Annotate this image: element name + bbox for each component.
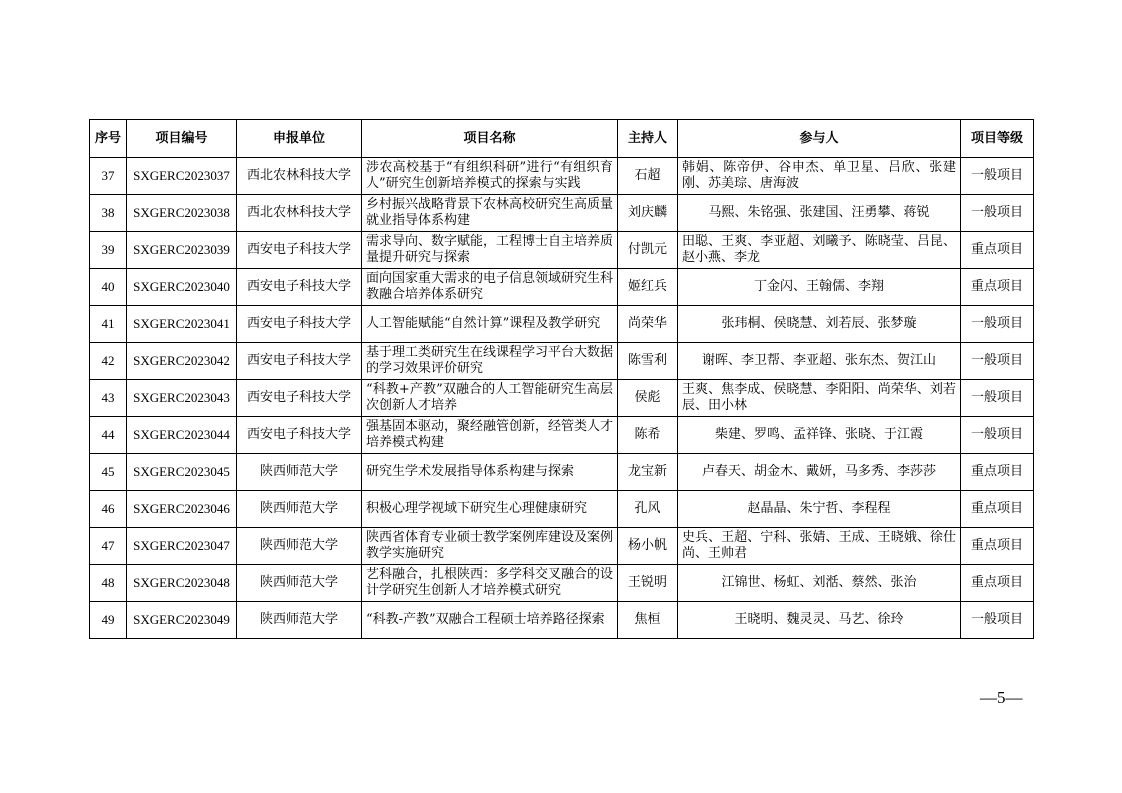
cell-leader: 刘庆麟	[618, 195, 678, 232]
cell-name: 面向国家重大需求的电子信息领域研究生科教融合培养体系研究	[362, 269, 618, 306]
cell-level: 重点项目	[961, 528, 1034, 565]
cell-seq: 41	[90, 306, 127, 343]
cell-code: SXGERC2023040	[127, 269, 237, 306]
cell-name: 乡村振兴战略背景下农林高校研究生高质量就业指导体系构建	[362, 195, 618, 232]
table-row	[90, 454, 1034, 491]
cell-unit: 西安电子科技大学	[237, 380, 362, 417]
cell-name: “科教+产教”双融合的人工智能研究生高层次创新人才培养	[362, 380, 618, 417]
cell-members: 赵晶晶、朱宁哲、李程程	[678, 491, 961, 528]
cell-seq: 42	[90, 343, 127, 380]
cell-code: SXGERC2023037	[127, 158, 237, 195]
cell-members: 王晓明、魏灵灵、马艺、徐玲	[678, 602, 961, 639]
cell-level: 一般项目	[961, 602, 1034, 639]
cell-unit: 西安电子科技大学	[237, 269, 362, 306]
cell-members: 马熙、朱铭强、张建国、汪勇攀、蒋锐	[678, 195, 961, 232]
cell-name: 人工智能赋能“自然计算”课程及教学研究	[362, 306, 618, 343]
table-row	[90, 380, 1034, 417]
cell-leader: 王锐明	[618, 565, 678, 602]
cell-members: 谢晖、李卫帮、李亚超、张东杰、贺江山	[678, 343, 961, 380]
cell-level: 重点项目	[961, 454, 1034, 491]
cell-code: SXGERC2023046	[127, 491, 237, 528]
header-code: 项目编号	[127, 120, 237, 158]
page-number: —5—	[980, 688, 1023, 707]
cell-leader: 杨小帆	[618, 528, 678, 565]
header-members: 参与人	[678, 120, 961, 158]
cell-seq: 48	[90, 565, 127, 602]
cell-level: 重点项目	[961, 232, 1034, 269]
cell-unit: 陕西师范大学	[237, 491, 362, 528]
cell-name: 积极心理学视域下研究生心理健康研究	[362, 491, 618, 528]
cell-name: 需求导向、数字赋能，工程博士自主培养质量提升研究与探索	[362, 232, 618, 269]
cell-level: 重点项目	[961, 565, 1034, 602]
cell-unit: 西北农林科技大学	[237, 195, 362, 232]
cell-level: 一般项目	[961, 417, 1034, 454]
cell-leader: 陈雪利	[618, 343, 678, 380]
cell-code: SXGERC2023043	[127, 380, 237, 417]
project-table-container	[89, 119, 1033, 639]
table-row	[90, 158, 1034, 195]
cell-seq: 37	[90, 158, 127, 195]
cell-leader: 尚荣华	[618, 306, 678, 343]
cell-members: 史兵、王超、宁科、张婧、王成、王晓娥、徐仕尚、王帅君	[678, 528, 961, 565]
cell-level: 一般项目	[961, 158, 1034, 195]
cell-unit: 陕西师范大学	[237, 565, 362, 602]
cell-code: SXGERC2023042	[127, 343, 237, 380]
table-row	[90, 417, 1034, 454]
cell-members: 丁金闪、王翰儒、李翔	[678, 269, 961, 306]
cell-leader: 焦桓	[618, 602, 678, 639]
header-level: 项目等级	[961, 120, 1034, 158]
cell-leader: 付凯元	[618, 232, 678, 269]
cell-name: 基于理工类研究生在线课程学习平台大数据的学习效果评价研究	[362, 343, 618, 380]
cell-unit: 陕西师范大学	[237, 602, 362, 639]
cell-code: SXGERC2023044	[127, 417, 237, 454]
cell-code: SXGERC2023038	[127, 195, 237, 232]
cell-members: 江锦世、杨虹、刘湉、蔡然、张治	[678, 565, 961, 602]
cell-members: 王爽、焦李成、侯晓慧、李阳阳、尚荣华、刘若辰、田小林	[678, 380, 961, 417]
header-name: 项目名称	[362, 120, 618, 158]
table-row	[90, 232, 1034, 269]
cell-members: 卢春天、胡金木、戴妍，马多秀、李莎莎	[678, 454, 961, 491]
cell-leader: 侯彪	[618, 380, 678, 417]
cell-code: SXGERC2023049	[127, 602, 237, 639]
cell-leader: 龙宝新	[618, 454, 678, 491]
table-row	[90, 269, 1034, 306]
cell-leader: 石超	[618, 158, 678, 195]
cell-seq: 39	[90, 232, 127, 269]
cell-members: 田聪、王爽、李亚超、刘曦予、陈晓莹、吕昆、赵小燕、李龙	[678, 232, 961, 269]
cell-members: 韩娟、陈帝伊、谷申杰、单卫星、吕欣、张建刚、苏美琮、唐海波	[678, 158, 961, 195]
cell-unit: 西安电子科技大学	[237, 417, 362, 454]
cell-level: 重点项目	[961, 269, 1034, 306]
project-table	[89, 119, 1034, 639]
cell-leader: 姬红兵	[618, 269, 678, 306]
cell-code: SXGERC2023039	[127, 232, 237, 269]
header-leader: 主持人	[618, 120, 678, 158]
table-header-row	[90, 120, 1034, 158]
cell-leader: 孔风	[618, 491, 678, 528]
cell-unit: 陕西师范大学	[237, 528, 362, 565]
header-unit: 申报单位	[237, 120, 362, 158]
table-row	[90, 491, 1034, 528]
cell-seq: 43	[90, 380, 127, 417]
cell-code: SXGERC2023041	[127, 306, 237, 343]
cell-seq: 46	[90, 491, 127, 528]
cell-members: 张玮桐、侯晓慧、刘若辰、张梦璇	[678, 306, 961, 343]
cell-unit: 陕西师范大学	[237, 454, 362, 491]
cell-seq: 49	[90, 602, 127, 639]
cell-name: “科教-产教”双融合工程硕士培养路径探索	[362, 602, 618, 639]
cell-unit: 西安电子科技大学	[237, 306, 362, 343]
cell-seq: 38	[90, 195, 127, 232]
cell-code: SXGERC2023045	[127, 454, 237, 491]
cell-seq: 47	[90, 528, 127, 565]
cell-level: 重点项目	[961, 491, 1034, 528]
header-seq: 序号	[90, 120, 127, 158]
table-row	[90, 602, 1034, 639]
cell-unit: 西安电子科技大学	[237, 343, 362, 380]
cell-level: 一般项目	[961, 343, 1034, 380]
cell-unit: 西北农林科技大学	[237, 158, 362, 195]
cell-name: 研究生学术发展指导体系构建与探索	[362, 454, 618, 491]
cell-level: 一般项目	[961, 306, 1034, 343]
table-row	[90, 306, 1034, 343]
cell-level: 一般项目	[961, 195, 1034, 232]
cell-name: 艺科融合，扎根陕西：多学科交叉融合的设计学研究生创新人才培养模式研究	[362, 565, 618, 602]
cell-code: SXGERC2023047	[127, 528, 237, 565]
table-row	[90, 195, 1034, 232]
cell-name: 涉农高校基于“有组织科研”进行“有组织育人”研究生创新培养模式的探索与实践	[362, 158, 618, 195]
cell-unit: 西安电子科技大学	[237, 232, 362, 269]
cell-leader: 陈希	[618, 417, 678, 454]
table-row	[90, 565, 1034, 602]
cell-seq: 40	[90, 269, 127, 306]
table-row	[90, 343, 1034, 380]
cell-members: 柴建、罗鸣、孟祥锋、张晓、于江霞	[678, 417, 961, 454]
cell-seq: 45	[90, 454, 127, 491]
cell-level: 一般项目	[961, 380, 1034, 417]
cell-code: SXGERC2023048	[127, 565, 237, 602]
table-row	[90, 528, 1034, 565]
cell-name: 陕西省体育专业硕士教学案例库建设及案例教学实施研究	[362, 528, 618, 565]
cell-seq: 44	[90, 417, 127, 454]
cell-name: 强基固本驱动，聚经融管创新，经管类人才培养模式构建	[362, 417, 618, 454]
